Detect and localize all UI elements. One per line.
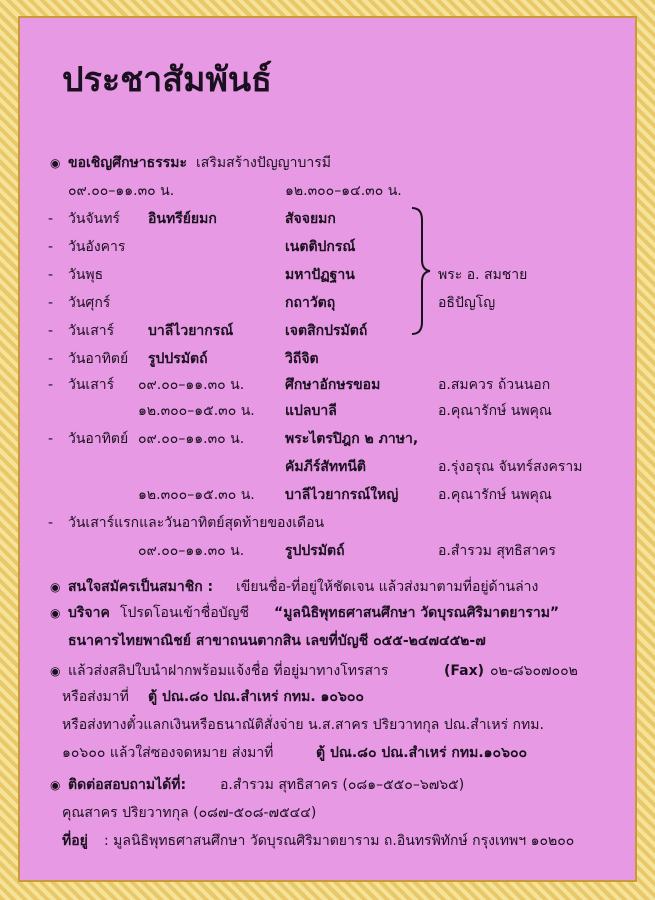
dash: - <box>48 295 54 311</box>
teacher-name: พระ อ. สมชาย <box>438 267 528 283</box>
monthly-subject: รูปปรมัตถ์ <box>285 543 345 559</box>
class-day: วันเสาร์ <box>68 377 115 393</box>
dash: - <box>48 267 54 283</box>
bullet-icon: ◉ <box>50 580 61 594</box>
brace-icon <box>408 206 434 336</box>
account-name: “มูลนิธิพุทธศาสนศึกษา วัดบุรณศิริมาตยาราม” <box>274 605 560 621</box>
weekly-subject: วิถีจิต <box>285 351 319 367</box>
weekly-subject: เจตสิกปรมัตถ์ <box>285 323 368 339</box>
bullet-icon: ◉ <box>50 606 61 620</box>
money-order-text: หรือส่งทางตั๋วแลกเงินหรือธนาณัติสั่งจ่าย น.ส.สาคร ปริยวาทกุล ปณ.สำเหร่ กทม. <box>62 717 544 733</box>
contact-person: อ.สำรวม สุทธิสาคร (๐๘๑–๕๕๐–๖๗๖๕) <box>220 777 465 793</box>
bullet-icon: ◉ <box>50 156 61 170</box>
class-subject: พระไตรปิฎก ๒ ภาษา, <box>285 431 419 447</box>
donate-heading: บริจาค <box>68 605 110 621</box>
dash: - <box>48 377 54 393</box>
monthly-schedule: วันเสาร์แรกและวันอาทิตย์สุดท้ายของเดือน <box>68 515 325 531</box>
weekly-day: วันอาทิตย์ <box>68 351 129 367</box>
class-day: วันอาทิตย์ <box>68 431 129 447</box>
invite-subheading: เสริมสร้างปัญญาบารมี <box>196 155 331 171</box>
class-subject: คัมภีร์สัททนีติ <box>285 459 367 475</box>
fax-label: (Fax) <box>444 663 485 679</box>
dash: - <box>48 211 54 227</box>
class-time: ๐๙.๐๐–๑๑.๓๐ น. <box>138 431 245 447</box>
class-teacher: อ.คุณารักษ์ นพคุณ <box>438 403 552 419</box>
envelope-text: ๑๐๖๐๐ แล้วใส่ซองจดหมาย ส่งมาที่ <box>62 745 274 761</box>
weekly-day: วันเสาร์ <box>68 323 115 339</box>
invite-heading: ขอเชิญศึกษาธรรมะ <box>68 155 187 171</box>
weekly-extra: รูปปรมัตถ์ <box>148 351 208 367</box>
weekly-subject: กถาวัตถุ <box>285 295 336 311</box>
slip-mail-text: หรือส่งมาที่ <box>62 689 129 705</box>
weekly-subject: เนตติปกรณ์ <box>285 239 356 255</box>
dash: - <box>48 431 54 447</box>
class-subject: ศึกษาอักษรขอม <box>285 377 381 393</box>
po-box: ตู้ ปณ.๘๐ ปณ.สำเหร่ กทม. ๑๐๖๐๐ <box>148 689 364 705</box>
weekly-day: วันพุธ <box>68 267 104 283</box>
page-title: ประชาสัมพันธ์ <box>62 60 272 100</box>
monthly-time: ๐๙.๐๐–๑๑.๓๐ น. <box>138 543 245 559</box>
weekly-extra: บาลีไวยากรณ์ <box>148 323 234 339</box>
bullet-icon: ◉ <box>50 664 61 678</box>
class-time: ๑๒.๓๐๐–๑๕.๓๐ น. <box>138 487 255 503</box>
bank-account: ธนาคารไทยพาณิชย์ สาขาถนนตากสิน เลขที่บัญชี ๐๕๕-๒๔๗๔๕๒-๗ <box>68 633 486 649</box>
dash: - <box>48 351 54 367</box>
member-heading: สนใจสมัครเป็นสมาชิก : <box>68 579 214 595</box>
class-subject: บาลีไวยากรณ์ใหญ่ <box>285 487 399 503</box>
donate-instructions: โปรดโอนเข้าชื่อบัญชี <box>120 605 249 621</box>
address-text: : มูลนิธิพุทธศาสนศึกษา วัดบุรณศิริมาตยาราม ถ.อินทรพิทักษ์ กรุงเทพฯ ๑๐๒๐๐ <box>104 833 575 849</box>
class-time: ๐๙.๐๐–๑๑.๓๐ น. <box>138 377 245 393</box>
weekly-extra: อินทรีย์ยมก <box>148 211 217 227</box>
weekly-day: วันจันทร์ <box>68 211 120 227</box>
weekly-subject: สัจจยมก <box>285 211 336 227</box>
address-label: ที่อยู่ <box>62 833 88 849</box>
teacher-title: อธิปัญโญ <box>438 295 496 311</box>
bullet-icon: ◉ <box>50 778 61 792</box>
weekly-day: วันศุกร์ <box>68 295 111 311</box>
monthly-teacher: อ.สำรวม สุทธิสาคร <box>438 543 556 559</box>
class-subject: แปลบาลี <box>285 403 337 419</box>
time-morning: ๐๙.๐๐–๑๑.๓๐ น. <box>68 183 175 199</box>
class-time: ๑๒.๓๐๐–๑๕.๓๐ น. <box>138 403 255 419</box>
slip-instructions: แล้วส่งสลิปใบนำฝากพร้อมแจ้งชื่อ ที่อยู่มาทางโทรสาร <box>68 663 389 679</box>
weekly-day: วันอังคาร <box>68 239 126 255</box>
contact-heading: ติดต่อสอบถามได้ที่: <box>68 777 187 793</box>
dash: - <box>48 515 54 531</box>
dash: - <box>48 323 54 339</box>
fax-number: ๐๒-๘๖๐๗๐๐๒ <box>490 663 578 679</box>
po-box: ตู้ ปณ.๘๐ ปณ.สำเหร่ กทม.๑๐๖๐๐ <box>316 745 528 761</box>
contact-person-2: คุณสาคร ปริยวาทกุล (๐๘๗-๕๐๘-๗๕๔๔) <box>62 805 317 821</box>
dash: - <box>48 239 54 255</box>
time-afternoon: ๑๒.๓๐๐–๑๔.๓๐ น. <box>285 183 402 199</box>
class-teacher: อ.รุ่งอรุณ จันทร์สงคราม <box>438 459 583 475</box>
class-teacher: อ.สมควร ถ้วนนอก <box>438 377 551 393</box>
weekly-subject: มหาปัฏฐาน <box>285 267 355 283</box>
member-instructions: เขียนชื่อ-ที่อยู่ให้ชัดเจน แล้วส่งมาตามที่อยู่ด้านล่าง <box>236 579 539 595</box>
class-teacher: อ.คุณารักษ์ นพคุณ <box>438 487 552 503</box>
